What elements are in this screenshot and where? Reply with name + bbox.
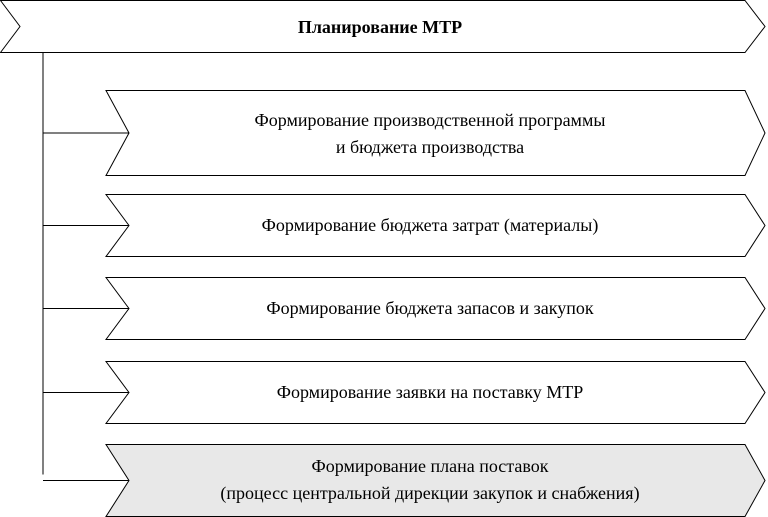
step-label-cost-budget: Формирование бюджета затрат (материалы) [261, 214, 599, 235]
step-label-supply-request: Формирование заявки на поставку МТР [276, 381, 584, 402]
step-label-production-budget: Формирование производственной программы и бюджета производства [254, 110, 606, 157]
root-label: Планирование МТР [297, 16, 463, 37]
step-label-stock-purchase-budget: Формирование бюджета запасов и закупок [266, 297, 594, 318]
step-label-delivery-plan: Формирование плана поставок (процесс центральной дирекции закупок и снабжения) [220, 456, 640, 503]
